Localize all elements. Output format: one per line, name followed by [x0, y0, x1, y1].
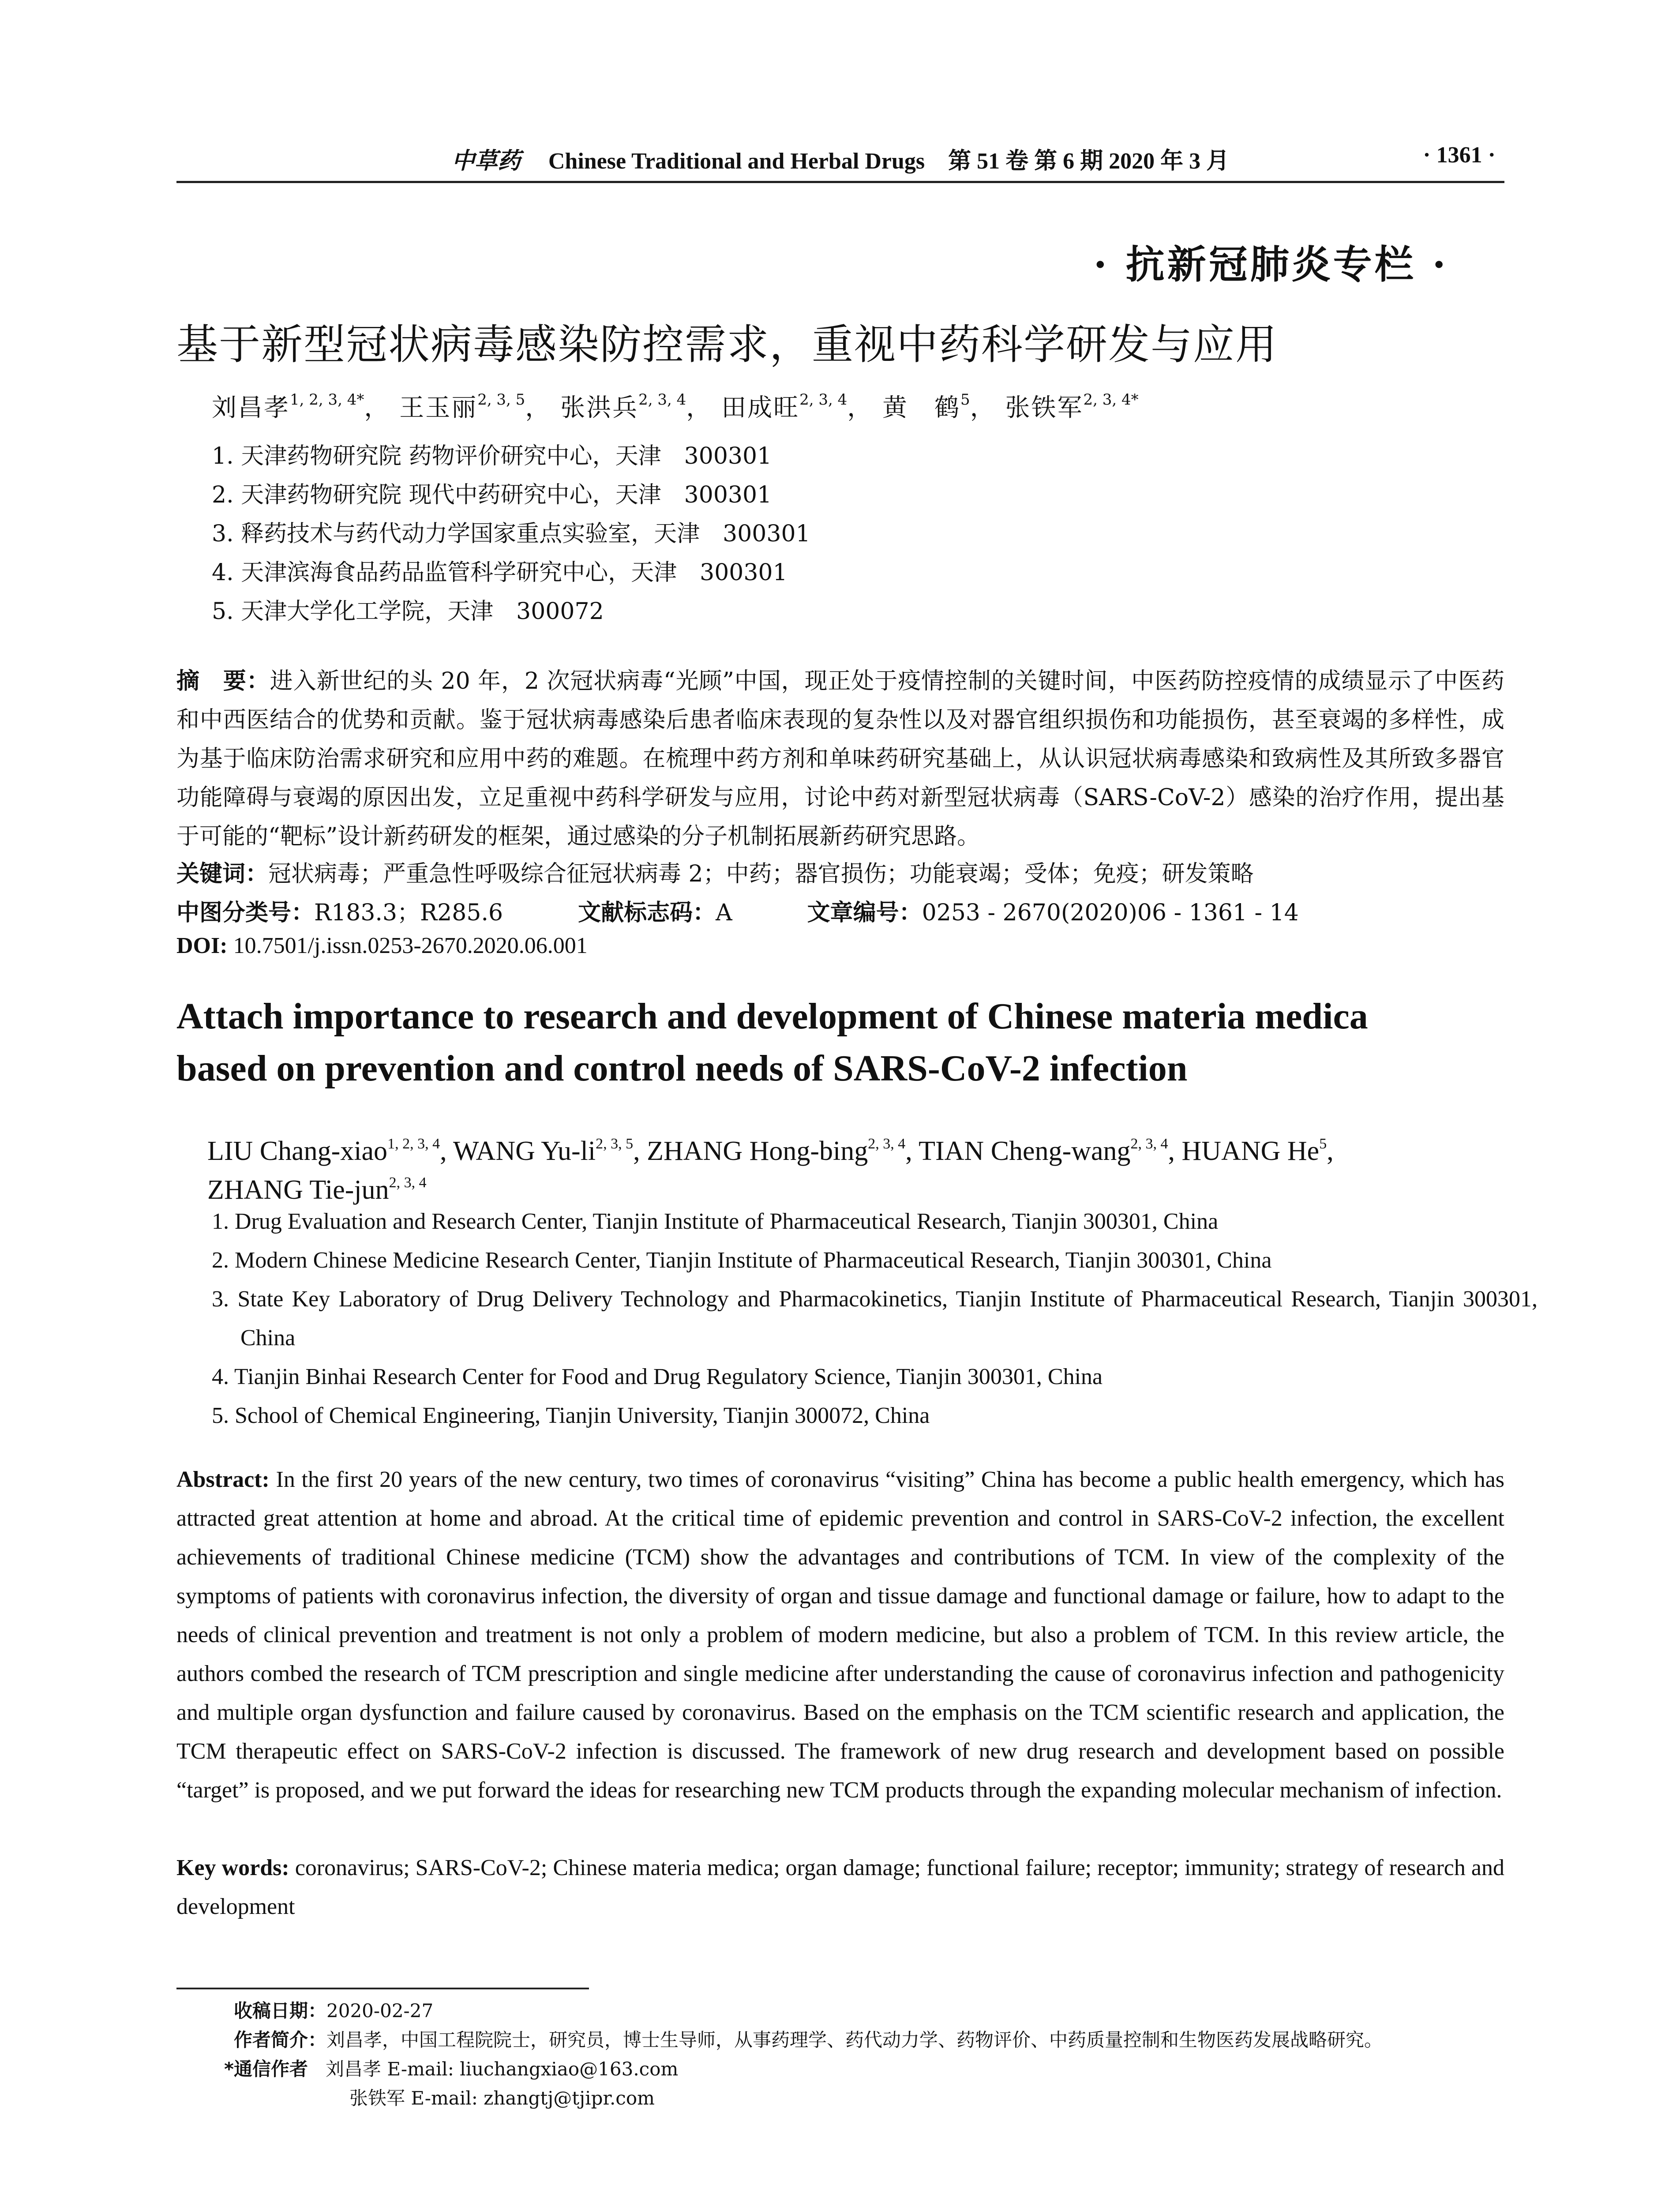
issue-info: 第 51 卷 第 6 期 2020 年 3 月	[948, 149, 1230, 174]
author-affiliation-mark: 2, 3, 4*	[1083, 391, 1139, 409]
affiliation-item: 5. 天津大学化工学院，天津 300072	[212, 598, 604, 625]
author-name: HUANG He	[1181, 1136, 1320, 1166]
english-keywords	[176, 1849, 1504, 1926]
corresponding-author-line	[224, 2055, 1513, 2084]
classification-line	[176, 894, 1299, 927]
author-affiliation-mark: 2, 3, 4	[389, 1174, 427, 1191]
keywords-text: coronavirus; SARS-CoV-2; Chinese materia medica; organ damage; functional failure; receptor; immunity; strategy of research and development	[176, 1855, 1504, 1919]
author-separator: ,	[440, 1136, 453, 1166]
page-number: · 1361 ·	[1423, 143, 1496, 168]
author-separator: ，	[686, 394, 712, 422]
english-authors	[207, 1132, 1509, 1209]
english-abstract	[176, 1460, 1504, 1810]
article-number-label: 文章编号：	[807, 900, 922, 926]
author-name: LIU Chang-xiao	[207, 1136, 388, 1166]
affiliation-item: 3. State Key Laboratory of Drug Delivery Technology and Pharmacokinetics, Tianjin Institute of Pharmaceutical Research, Tianjin 300301, China	[212, 1287, 1538, 1351]
author-affiliation-mark: 1, 2, 3, 4*	[290, 391, 364, 409]
corresponding-author-2[interactable]: 张铁军 E-mail: zhangtj@tjipr.com	[349, 2087, 655, 2109]
article-number-value: 0253 - 2670(2020)06 - 1361 - 14	[922, 900, 1299, 926]
doc-code-value: A	[716, 900, 732, 926]
keywords-label: Key words:	[176, 1855, 289, 1880]
affiliation-item: 1. 天津药物研究院 药物评价研究中心，天津 300301	[212, 443, 772, 469]
corresponding-label: *通信作者	[224, 2058, 308, 2080]
author-name: WANG Yu-li	[453, 1136, 596, 1166]
affiliation-item: 1. Drug Evaluation and Research Center, Tianjin Institute of Pharmaceutical Research, Tianjin 300301, China	[212, 1209, 1219, 1234]
footnote-divider	[176, 1988, 589, 1989]
column-tag: · 抗新冠肺炎专栏 ·	[1093, 241, 1448, 287]
doi-value[interactable]: 10.7501/j.issn.0253-2670.2020.06.001	[233, 933, 588, 958]
doi-label: DOI:	[176, 933, 228, 958]
author-name: TIAN Cheng-wang	[919, 1136, 1131, 1166]
chinese-authors	[212, 388, 1139, 424]
author-separator: ,	[633, 1136, 647, 1166]
author-bio-line	[234, 2026, 1513, 2055]
author-separator: ，	[525, 394, 551, 422]
author-affiliation-mark: 2, 3, 4	[868, 1136, 906, 1152]
author-affiliation-mark: 2, 3, 4	[799, 391, 848, 409]
journal-line	[176, 142, 1504, 175]
author-separator: ，	[970, 394, 996, 422]
author-affiliation-mark: 5	[1319, 1136, 1327, 1152]
english-title-line: Attach importance to research and development of Chinese materia medica	[176, 996, 1368, 1037]
abstract-text: 进入新世纪的头 20 年，2 次冠状病毒“光顾”中国，现正处于疫情控制的关键时间，中医药防控疫情的成绩显示了中医药和中西医结合的优势和贡献。鉴于冠状病毒感染后患者临床表现的复杂性以及对器官组织损伤和功能损伤，甚至衰竭的多样性，成为基于临床防治需求研究和应用中药的难题。在梳理中药方剂和单味药研究基础上，从认识冠状病毒感染和致病性及其所致多器官功能障碍与衰竭的原因出发，立足重视中药科学研发与应用，讨论中药对新型冠状病毒（SARS-CoV-2）感染的治疗作用，提出基于可能的“靶标”设计新药研发的框架，通过感染的分子机制拓展新药研究思路。	[176, 668, 1504, 850]
received-value: 2020-02-27	[326, 2000, 434, 2022]
author-separator: ,	[1168, 1136, 1182, 1166]
journal-logo: 中草药	[451, 147, 521, 174]
author-name: ZHANG Hong-bing	[647, 1136, 868, 1166]
english-title	[176, 990, 1522, 1095]
doi-line	[176, 933, 588, 959]
author-affiliation-mark: 2, 3, 5	[596, 1136, 634, 1152]
running-header	[176, 137, 1504, 183]
bio-label: 作者简介：	[234, 2029, 327, 2051]
chinese-abstract	[176, 662, 1504, 856]
clc-value: R183.3；R285.6	[314, 900, 503, 926]
keywords-text: 冠状病毒；严重急性呼吸综合征冠状病毒 2；中药；器官损伤；功能衰竭；受体；免疫；研发策略	[268, 861, 1254, 887]
author-name: 田成旺	[721, 394, 800, 422]
affiliation-item: 3. 释药技术与药代动力学国家重点实验室，天津 300301	[212, 521, 810, 547]
author-name: 张铁军	[1005, 394, 1084, 422]
author-affiliation-mark: 5	[960, 391, 970, 409]
chinese-title: 基于新型冠状病毒感染防控需求，重视中药科学研发与应用	[176, 321, 1278, 369]
chinese-keywords	[176, 855, 1254, 888]
author-name: 黄 鹤	[882, 394, 961, 422]
corresponding-author-1[interactable]: 刘昌孝 E-mail: liuchangxiao@163.com	[326, 2058, 679, 2080]
author-name: 刘昌孝	[212, 394, 290, 422]
corresponding-author-line	[234, 2084, 1513, 2113]
received-date-line	[234, 1996, 1513, 2026]
received-label: 收稿日期：	[234, 2000, 327, 2022]
abstract-label: Abstract:	[176, 1467, 270, 1492]
affiliation-item: 4. Tianjin Binhai Research Center for Food and Drug Regulatory Science, Tianjin 300301, China	[212, 1364, 1103, 1389]
author-affiliation-mark: 2, 3, 4	[638, 391, 686, 409]
affiliation-item: 5. School of Chemical Engineering, Tianjin University, Tianjin 300072, China	[212, 1403, 930, 1428]
abstract-label: 摘 要：	[176, 668, 270, 694]
author-name: 王玉丽	[399, 394, 478, 422]
doc-code-label: 文献标志码：	[578, 900, 716, 926]
english-affiliations	[212, 1202, 1538, 1435]
keywords-label: 关键词：	[176, 861, 269, 887]
author-separator: ,	[1327, 1136, 1334, 1166]
author-separator: ,	[905, 1136, 919, 1166]
footnotes	[224, 1996, 1513, 2113]
author-name: 张洪兵	[560, 394, 639, 422]
chinese-affiliations	[212, 437, 1535, 631]
author-name: ZHANG Tie-jun	[207, 1175, 389, 1205]
affiliation-item: 2. 天津药物研究院 现代中药研究中心，天津 300301	[212, 482, 772, 508]
affiliation-item: 2. Modern Chinese Medicine Research Center, Tianjin Institute of Pharmaceutical Research, Tianjin 300301, China	[212, 1248, 1272, 1273]
author-affiliation-mark: 2, 3, 5	[477, 391, 525, 409]
author-affiliation-mark: 2, 3, 4	[1130, 1136, 1168, 1152]
clc-label: 中图分类号：	[176, 900, 315, 926]
bio-text: 刘昌孝，中国工程院院士，研究员，博士生导师，从事药理学、药代动力学、药物评价、中药质量控制和生物医药发展战略研究。	[326, 2029, 1383, 2051]
abstract-text: In the first 20 years of the new century, two times of coronavirus “visiting” China has become a public health emergency, which has attracted great attention at home and abroad. At the critical time of epidemic prevention and control in SARS-CoV-2 infection, the excellent achievements of traditional Chinese medicine (TCM) show the advantages and contributions of TCM. In view of the complexity of the symptoms of patients with coronavirus infection, the diversity of organ and tissue damage and functional damage or failure, how to adapt to the needs of clinical prevention and treatment is not only a problem of modern medicine, but also a problem of TCM. In this review article, the authors combed the research of TCM prescription and single medicine after understanding the cause of coronavirus infection and pathogenicity and multiple organ dysfunction and failure caused by coronavirus. Based on the emphasis on the TCM scientific research and application, the TCM therapeutic effect on SARS-CoV-2 infection is discussed. The framework of new drug research and development based on possible “target” is proposed, and we put forward the ideas for researching new TCM products through the expanding molecular mechanism of infection.	[176, 1467, 1505, 1803]
affiliation-item: 4. 天津滨海食品药品监管科学研究中心，天津 300301	[212, 559, 788, 586]
journal-name: Chinese Traditional and Herbal Drugs	[548, 149, 925, 174]
english-title-line: based on prevention and control needs of SARS-CoV-2 infection	[176, 1048, 1188, 1089]
author-separator: ，	[364, 394, 390, 422]
author-separator: ，	[847, 394, 874, 422]
author-affiliation-mark: 1, 2, 3, 4	[387, 1136, 440, 1152]
